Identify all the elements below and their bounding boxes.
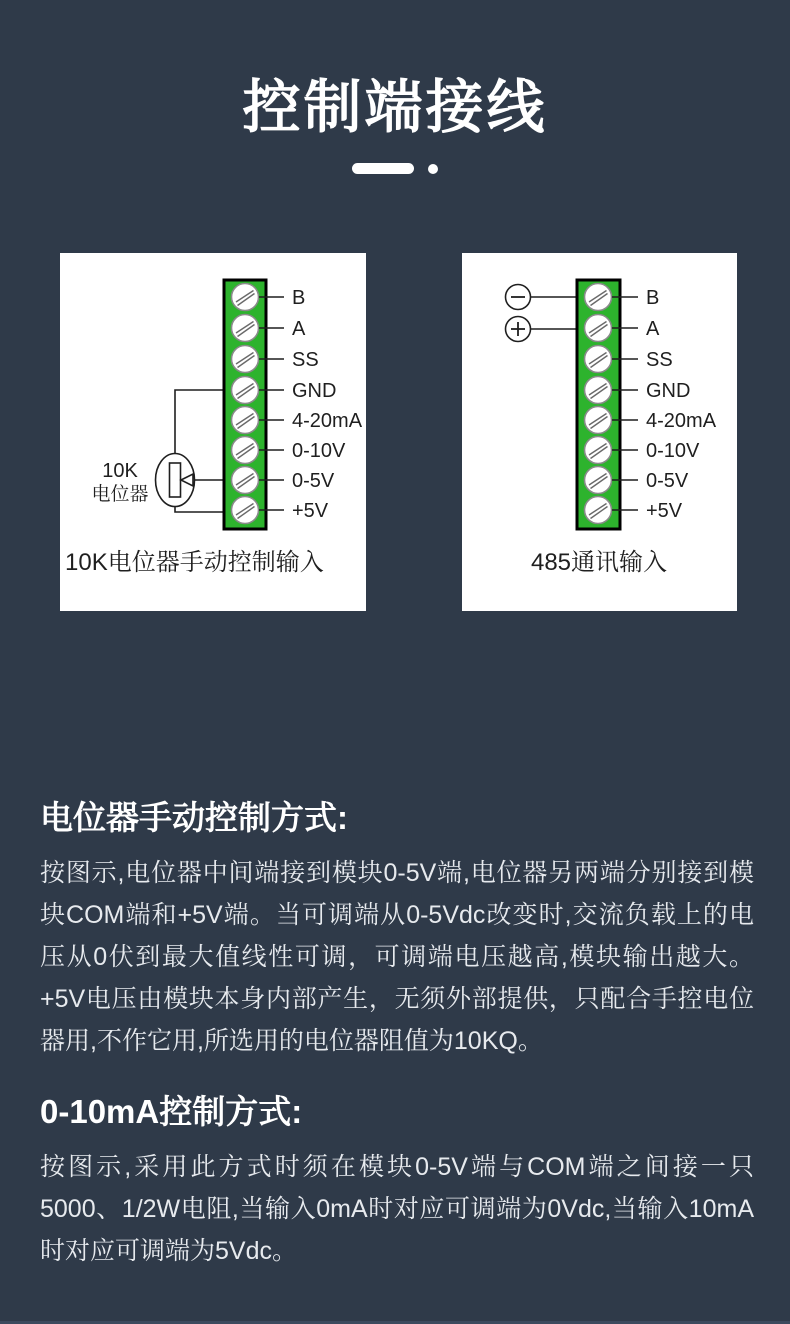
text-sections xyxy=(40,798,754,1272)
terminal-labels xyxy=(292,287,363,522)
section-heading: 0-10mA控制方式: xyxy=(40,1093,303,1130)
plus-circle-icon xyxy=(506,317,531,342)
terminal-labels xyxy=(646,287,717,522)
terminal-label: 4-20mA xyxy=(292,410,363,432)
terminal-label: 0-5V xyxy=(646,470,689,492)
screw-terminal-icon xyxy=(585,467,612,494)
terminal-label: +5V xyxy=(646,500,683,522)
pot-label-line2: 电位器 xyxy=(91,484,149,505)
screw-terminal-icon xyxy=(232,377,259,404)
terminal-label: SS xyxy=(292,349,319,371)
minus-circle-icon xyxy=(506,285,531,310)
terminal-label: +5V xyxy=(292,500,329,522)
screw-terminal-icon xyxy=(585,437,612,464)
screw-terminal-icon xyxy=(232,467,259,494)
pot-label xyxy=(91,460,148,505)
screw-terminal-icon xyxy=(585,407,612,434)
screw-terminal-icon xyxy=(585,315,612,342)
terminal-label: A xyxy=(646,318,660,340)
screw-terminal-icon xyxy=(585,346,612,373)
section-potentiometer-control xyxy=(40,798,754,1062)
rs485-wiring-diagram xyxy=(462,253,737,611)
potentiometer-wiring-diagram xyxy=(60,253,366,611)
section-0-10mA-control xyxy=(40,1092,754,1272)
diagram-caption: 10K电位器手动控制输入 xyxy=(65,549,324,576)
screw-terminal-icon xyxy=(585,377,612,404)
terminal-block xyxy=(224,280,266,529)
title-divider xyxy=(0,163,790,174)
divider-dash-icon xyxy=(352,163,414,174)
terminal-label: SS xyxy=(646,349,673,371)
terminal-label: B xyxy=(646,287,660,309)
terminal-block xyxy=(577,280,620,529)
page-title: 控制端接线 xyxy=(242,75,548,140)
terminal-label: GND xyxy=(292,380,337,402)
section-body: 按图示,采用此方式时须在模块0-5V端与COM端之间接一只5000、1/2W电阻,当输入0mA时对应可调端为0Vdc,当输入10mA时对应可调端为5Vdc。 xyxy=(40,1153,754,1265)
screw-terminal-icon xyxy=(232,437,259,464)
section-heading: 电位器手动控制方式: xyxy=(40,799,348,836)
diagram-panel-485 xyxy=(462,253,737,611)
screw-terminal-icon xyxy=(232,284,259,311)
screw-terminal-icon xyxy=(232,315,259,342)
divider-dot-icon xyxy=(428,164,438,174)
terminal-label: 0-10V xyxy=(292,440,346,462)
potentiometer-icon xyxy=(156,454,195,507)
terminal-label: GND xyxy=(646,380,691,402)
screw-terminal-icon xyxy=(232,407,259,434)
terminal-label: 0-5V xyxy=(292,470,335,492)
pot-label-line1: 10K xyxy=(102,460,138,482)
terminal-label: B xyxy=(292,287,306,309)
terminal-label: 4-20mA xyxy=(646,410,717,432)
terminal-label: A xyxy=(292,318,306,340)
screw-terminal-icon xyxy=(232,497,259,524)
screw-terminal-icon xyxy=(585,497,612,524)
diagram-caption: 485通讯输入 xyxy=(530,549,668,576)
screw-terminal-icon xyxy=(232,346,259,373)
diagram-panel-potentiometer xyxy=(60,253,366,611)
section-body: 按图示,电位器中间端接到模块0-5V端,电位器另两端分别接到模块COM端和+5V端。当可调端从0-5Vdc改变时,交流负载上的电压从0伏到最大值线性可调，可调端电压越高,模块输出越大。+5V电压由模块本身内部产生，无须外部提供，只配合手控电位器用,不作它用,所选用的电位器阻值为10KQ。 xyxy=(40,859,754,1055)
terminal-label: 0-10V xyxy=(646,440,700,462)
screw-terminal-icon xyxy=(585,284,612,311)
